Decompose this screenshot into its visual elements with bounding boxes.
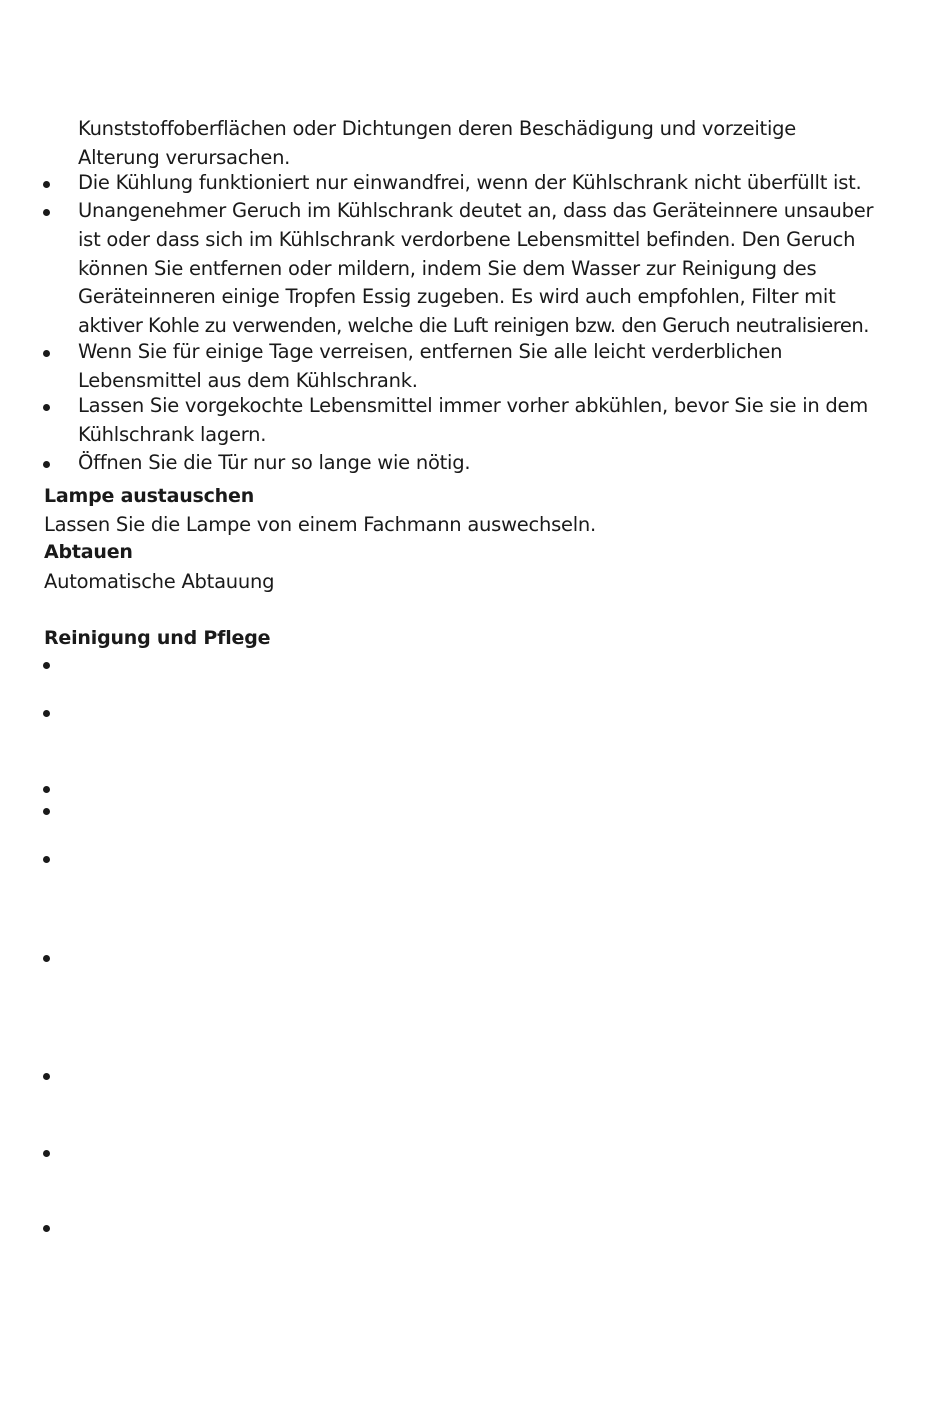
bullet-icon xyxy=(43,955,50,962)
bullet-icon xyxy=(43,710,50,717)
bullet-icon xyxy=(43,1225,50,1232)
tip-2-line-4: Geräteinneren einige Tropfen Essig zugeben. Es wird auch empfohlen, Filter mit xyxy=(78,285,836,308)
defrost-heading: Abtauen xyxy=(44,541,133,563)
tip-4-line-2: Kühlschrank lagern. xyxy=(78,423,267,446)
bullet-icon xyxy=(43,1073,50,1080)
bullet-icon xyxy=(43,461,50,468)
tip-2-line-5: aktiver Kohle zu verwenden, welche die Luft reinigen bzw. den Geruch neutralisieren. xyxy=(78,314,869,337)
tip-2-line-1: Unangenehmer Geruch im Kühlschrank deutet an, dass das Geräteinnere unsauber xyxy=(78,199,874,222)
bullet-icon xyxy=(43,662,50,669)
lamp-heading: Lampe austauschen xyxy=(44,485,255,507)
tip-5-line-1: Öffnen Sie die Tür nur so lange wie nötig. xyxy=(78,451,471,474)
bullet-icon xyxy=(43,181,50,188)
tip-3-line-1: Wenn Sie für einige Tage verreisen, entfernen Sie alle leicht verderblichen xyxy=(78,340,783,363)
continuation-line-1: Kunststoffoberflächen oder Dichtungen deren Beschädigung und vorzeitige xyxy=(78,117,796,140)
bullet-icon xyxy=(43,1150,50,1157)
bullet-icon xyxy=(43,808,50,815)
tip-4-line-1: Lassen Sie vorgekochte Lebensmittel immer vorher abkühlen, bevor Sie sie in dem xyxy=(78,394,869,417)
bullet-icon xyxy=(43,404,50,411)
tip-2-line-3: können Sie entfernen oder mildern, indem Sie dem Wasser zur Reinigung des xyxy=(78,257,817,280)
bullet-icon xyxy=(43,209,50,216)
cleaning-heading: Reinigung und Pflege xyxy=(44,627,271,649)
tip-3-line-2: Lebensmittel aus dem Kühlschrank. xyxy=(78,369,418,392)
tip-1-line-1: Die Kühlung funktioniert nur einwandfrei, wenn der Kühlschrank nicht überfüllt ist. xyxy=(78,171,862,194)
tip-2-line-2: ist oder dass sich im Kühlschrank verdorbene Lebensmittel befinden. Den Geruch xyxy=(78,228,856,251)
bullet-icon xyxy=(43,350,50,357)
bullet-icon xyxy=(43,786,50,793)
bullet-icon xyxy=(43,856,50,863)
continuation-line-2: Alterung verursachen. xyxy=(78,146,291,169)
lamp-text: Lassen Sie die Lampe von einem Fachmann auswechseln. xyxy=(44,513,596,536)
defrost-text: Automatische Abtauung xyxy=(44,570,275,593)
